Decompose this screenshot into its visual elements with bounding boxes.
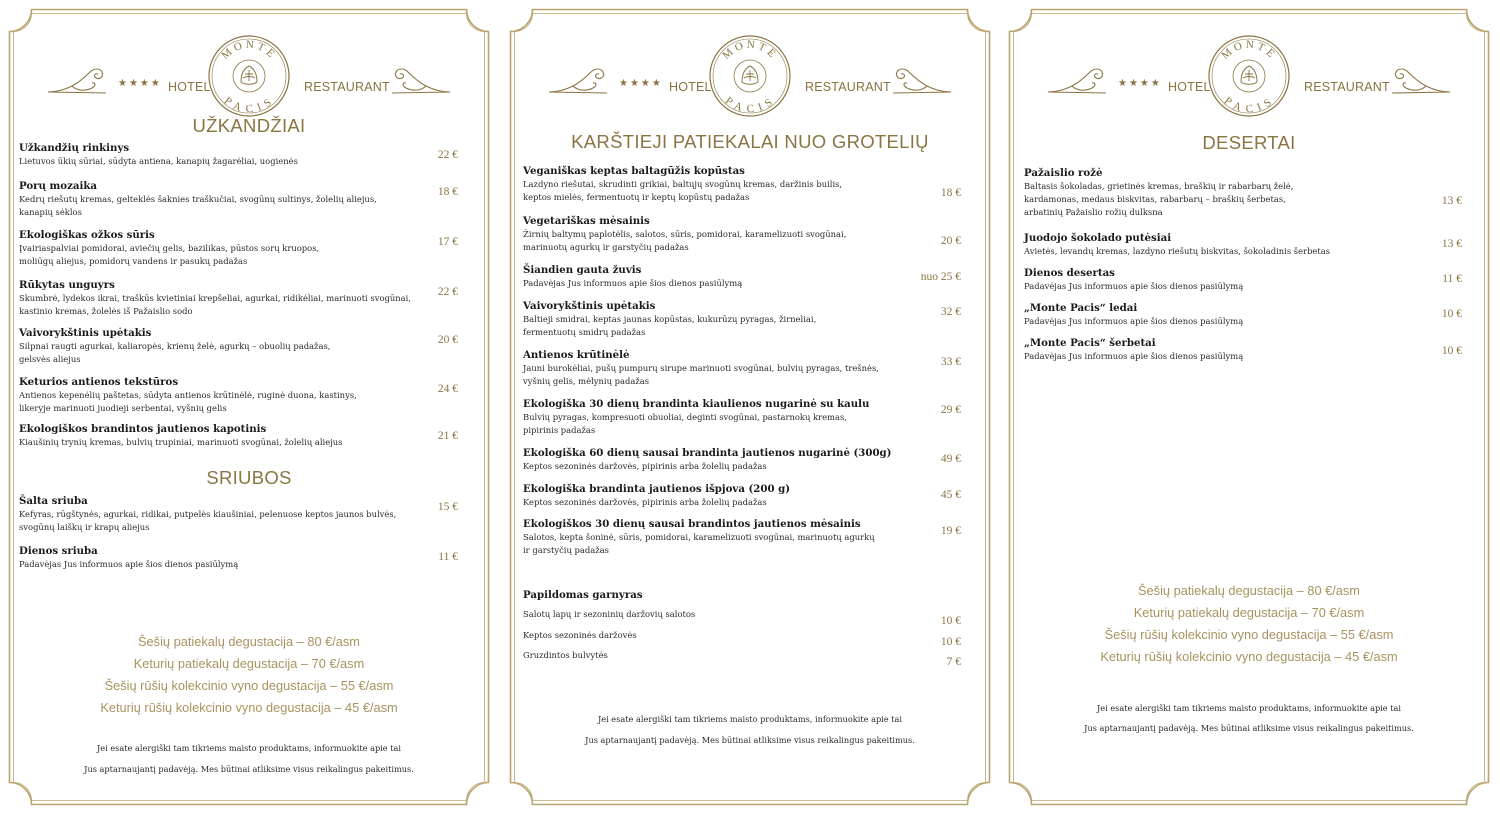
- menu-item-description: Žirnių baltymų paplotėlis, salotos, sūris, pomidorai, karamelizuoti svogūnai, marinuotų agurkų ir garstyčių padažas: [523, 229, 847, 252]
- menu-item-name: Šiandien gauta žuvis: [523, 264, 642, 276]
- section-title-soups: SRIUBOS: [206, 467, 292, 488]
- menu-item-name: Vaivorykštinis upėtakis: [19, 327, 152, 339]
- menu-item-name: Ekologiškas ožkos sūris: [19, 229, 155, 241]
- side-dish-price: 7 €: [946, 656, 961, 668]
- menu-item-name: Ekologiška 60 dienų sausai brandinta jautienos nugarinė (300g): [523, 447, 892, 459]
- menu-item-price: nuo 25 €: [920, 271, 961, 283]
- left-flourish-ornament: [547, 66, 609, 96]
- menu-item-description: Avietės, levandų kremas, lazdyno riešutų biskvitas, šokoladinis šerbetas: [1024, 246, 1331, 256]
- menu-item-description: Baltasis šokoladas, grietinės kremas, braškių ir rabarbarų želė, kardamonas, medaus biskvitas, rabarbarų – braškių šerbetas, arbatinių Pažaislio rožių dulksna: [1024, 181, 1294, 217]
- menu-item-description: Kefyras, rūgštynės, agurkai, ridikai, putpelės kiaušiniai, pelenuose keptos jaunos bulvės, svogūnų laiškų ir krapų aliejus: [19, 509, 397, 532]
- menu-item-price: 21 €: [437, 430, 458, 442]
- menu-item-description: Kedrų riešutų kremas, gelteklės šaknies traškučiai, svogūnų sultinys, žolelių aliejus, kanapių sėklos: [19, 194, 377, 217]
- menu-item-description: Padavėjas Jus informuos apie šios dienos pasiūlymą: [1024, 281, 1244, 291]
- menu-item-name: Vaivorykštinis upėtakis: [523, 300, 656, 312]
- side-dish-name: Keptos sezoninės daržovės: [523, 630, 637, 640]
- menu-item-price: 18 €: [437, 186, 458, 198]
- menu-item-price: 19 €: [940, 525, 961, 537]
- menu-page-grill: [509, 8, 991, 806]
- menu-item-name: Keturios antienos tekstūros: [19, 376, 179, 388]
- menu-item-name: „Monte Pacis“ ledai: [1024, 302, 1138, 314]
- page-content: [1008, 8, 1490, 806]
- allergy-notice-line: Jei esate alergiški tam tikriems maisto produktams, informuokite apie tai: [96, 743, 402, 753]
- menu-item-price: 18 €: [940, 187, 961, 199]
- allergy-notice-line: Jus aptarnaujantį padavėją. Mes būtinai atliksime visus reikalingus pakeitimus.: [585, 735, 915, 745]
- logo-text-monte: MONTE: [720, 38, 780, 62]
- side-dish-name: Salotų lapų ir sezoninių daržovių salotos: [523, 609, 696, 619]
- menu-item-price: 20 €: [437, 334, 458, 346]
- hotel-rating-stars: ★★★★: [1118, 78, 1162, 89]
- menu-item-name: Juodojo šokolado putėsiai: [1024, 232, 1172, 244]
- side-dish-name: Gruzdintos bulvytės: [523, 650, 608, 660]
- menu-item-description: Padavėjas Jus informuos apie šios dienos pasiūlymą: [523, 278, 743, 288]
- menu-item-description: Lietuvos ūkių sūriai, sūdyta antiena, kanapių žagarėliai, uogienės: [19, 156, 298, 166]
- monte-pacis-seal-logo: [708, 34, 792, 118]
- tasting-offer-line: Šešių patiekalų degustacija – 80 €/asm: [1138, 583, 1360, 598]
- menu-item-price: 15 €: [437, 501, 458, 513]
- menu-page-desserts: [1008, 8, 1490, 806]
- menu-item-name: Vegetariškas mėsainis: [523, 215, 650, 227]
- tasting-offer-line: Šešių rūšių kolekcinio vyno degustacija – 55 €/asm: [104, 678, 394, 693]
- menu-item-price: 22 €: [437, 149, 458, 161]
- menu-item-name: Užkandžių rinkinys: [19, 142, 130, 154]
- hotel-label: HOTEL: [669, 80, 712, 94]
- menu-item-price: 10 €: [1441, 308, 1462, 320]
- hotel-rating-stars: ★★★★: [118, 78, 162, 89]
- allergy-notice-line: Jei esate alergiški tam tikriems maisto produktams, informuokite apie tai: [597, 714, 903, 724]
- menu-item-price: 13 €: [1441, 238, 1462, 250]
- menu-item-description: Antienos kepenėlių paštetas, sūdyta antienos krūtinėlė, ruginė duona, kastinys, likeryje marinuoti juodieji serbentai, vyšnių gelis: [19, 390, 357, 413]
- menu-item-name: Rūkytas unguyrs: [19, 279, 115, 291]
- allergy-notice-line: Jus aptarnaujantį padavėją. Mes būtinai atliksime visus reikalingus pakeitimus.: [84, 764, 414, 774]
- menu-item-description: Lazdyno riešutai, skrudinti grikiai, baltųjų svogūnų kremas, daržinis builis, keptos mielės, fermentuotų ir keptų kopūstų padažas: [523, 179, 843, 202]
- sides-section-title: Papildomas garnyras: [523, 589, 643, 601]
- hotel-rating-stars: ★★★★: [619, 78, 663, 89]
- side-dish-price: 10 €: [940, 615, 961, 627]
- section-title-grill-dishes: KARŠTIEJI PATIEKALAI NUO GROTELIŲ: [571, 131, 929, 152]
- menu-item-name: „Monte Pacis“ šerbetai: [1024, 337, 1156, 349]
- menu-item-name: Veganiškas keptas baltagūžis kopūstas: [523, 165, 745, 177]
- right-flourish-ornament: [891, 66, 953, 96]
- section-title-appetizers: UŽKANDŽIAI: [192, 115, 306, 136]
- menu-item-description: Kiaušinių trynių kremas, bulvių trupiniai, marinuoti svogūnai, žolelių aliejus: [19, 437, 343, 447]
- restaurant-label: RESTAURANT: [304, 80, 390, 94]
- allergy-notice-line: Jei esate alergiški tam tikriems maisto produktams, informuokite apie tai: [1096, 703, 1402, 713]
- right-flourish-ornament: [390, 66, 452, 96]
- menu-item-name: Porų mozaika: [19, 180, 97, 192]
- logo-text-monte: MONTE: [219, 38, 279, 62]
- menu-item-description: Bulvių pyragas, kompresuoti obuoliai, deginti svogūnai, pastarnokų kremas, pipirinis padažas: [523, 412, 847, 435]
- monte-pacis-seal-logo: [207, 34, 291, 118]
- tasting-offer-line: Keturių patiekalų degustacija – 70 €/asm: [133, 656, 365, 671]
- menu-item-price: 10 €: [1441, 345, 1462, 357]
- side-dish-price: 10 €: [940, 636, 961, 648]
- left-flourish-ornament: [46, 66, 108, 96]
- menu-item-price: 24 €: [437, 383, 458, 395]
- section-title-desserts: DESERTAI: [1202, 132, 1296, 153]
- menu-item-name: Pažaislio rožė: [1024, 167, 1103, 179]
- restaurant-label: RESTAURANT: [805, 80, 891, 94]
- menu-item-description: Baltieji smidrai, keptas jaunas kopūstas, kukurūzų pyragas, žirneliai, fermentuotų smidrų padažas: [523, 314, 817, 337]
- tasting-offer-line: Keturių rūšių kolekcinio vyno degustacija – 45 €/asm: [1100, 649, 1398, 664]
- hotel-label: HOTEL: [168, 80, 211, 94]
- menu-item-name: Antienos krūtinėlė: [523, 349, 630, 361]
- menu-page-appetizers: [8, 8, 490, 806]
- menu-item-price: 11 €: [438, 551, 458, 563]
- monte-pacis-seal-logo: [1207, 34, 1291, 118]
- menu-item-price: 29 €: [940, 404, 961, 416]
- menu-item-description: Padavėjas Jus informuos apie šios dienos pasiūlymą: [1024, 351, 1244, 361]
- menu-item-name: Ekologiškos 30 dienų sausai brandintos jautienos mėsainis: [523, 518, 861, 530]
- tasting-offer-line: Keturių rūšių kolekcinio vyno degustacija – 45 €/asm: [100, 700, 398, 715]
- menu-item-price: 13 €: [1441, 195, 1462, 207]
- page-content: [509, 8, 991, 806]
- menu-item-price: 49 €: [940, 453, 961, 465]
- menu-item-description: Salotos, kepta šoninė, sūris, pomidorai, karamelizuoti svogūnai, marinuotų agurkų ir garstyčių padažas: [523, 532, 875, 555]
- left-flourish-ornament: [1046, 66, 1108, 96]
- restaurant-label: RESTAURANT: [1304, 80, 1390, 94]
- logo-text-pacis: PACIS: [1221, 94, 1277, 116]
- menu-item-name: Dienos desertas: [1024, 267, 1115, 279]
- menu-item-description: Padavėjas Jus informuos apie šios dienos pasiūlymą: [19, 559, 239, 569]
- menu-item-description: Keptos sezoninės daržovės, pipirinis arba žolelių padažas: [523, 461, 767, 471]
- logo-text-monte: MONTE: [1219, 38, 1279, 62]
- tasting-offer-line: Šešių rūšių kolekcinio vyno degustacija – 55 €/asm: [1104, 627, 1394, 642]
- menu-item-name: Ekologiška 30 dienų brandinta kiaulienos nugarinė su kaulu: [523, 398, 870, 410]
- menu-item-price: 11 €: [1442, 273, 1462, 285]
- menu-item-price: 20 €: [940, 235, 961, 247]
- tasting-offer-line: Keturių patiekalų degustacija – 70 €/asm: [1133, 605, 1365, 620]
- menu-item-description: Skumbrė, lydekos ikrai, traškūs kvietiniai krepšeliai, agurkai, ridikėliai, marinuoti svogūnai, kastinio kremas, žolelės iš Pažaislio sodo: [19, 293, 411, 316]
- menu-item-name: Ekologiškos brandintos jautienos kapotinis: [19, 423, 267, 435]
- logo-text-pacis: PACIS: [221, 94, 277, 116]
- tasting-offer-line: Šešių patiekalų degustacija – 80 €/asm: [138, 634, 360, 649]
- menu-item-description: Įvairiaspalviai pomidorai, aviečių gelis, bazilikas, pūstos sorų kruopos, moliūgų aliejus, pomidorų vandens ir pasukų padažas: [19, 243, 320, 266]
- right-flourish-ornament: [1390, 66, 1452, 96]
- menu-item-price: 45 €: [940, 489, 961, 501]
- menu-item-name: Dienos sriuba: [19, 545, 98, 557]
- menu-item-price: 33 €: [940, 356, 961, 368]
- menu-item-name: Ekologiška brandinta jautienos išpjova (200 g): [523, 483, 791, 495]
- menu-item-price: 32 €: [940, 306, 961, 318]
- hotel-label: HOTEL: [1168, 80, 1211, 94]
- menu-item-description: Keptos sezoninės daržovės, pipirinis arba žolelių padažas: [523, 497, 767, 507]
- menu-item-description: Silpnai raugti agurkai, kaliaropės, krienų želė, agurkų – obuolių padažas, gelsvės aliejus: [19, 341, 331, 364]
- allergy-notice-line: Jus aptarnaujantį padavėją. Mes būtinai atliksime visus reikalingus pakeitimus.: [1084, 723, 1414, 733]
- page-content: [8, 8, 490, 806]
- menu-item-description: Padavėjas Jus informuos apie šios dienos pasiūlymą: [1024, 316, 1244, 326]
- menu-item-description: Jauni burokėliai, pušų pumpurų sirupe marinuoti svogūnai, bulvių pyragas, trešnės, vyšnių gelis, mėlynių padažas: [523, 363, 879, 386]
- menu-item-name: Šalta sriuba: [19, 495, 88, 507]
- menu-item-price: 17 €: [437, 236, 458, 248]
- menu-item-price: 22 €: [437, 286, 458, 298]
- logo-text-pacis: PACIS: [722, 94, 778, 116]
